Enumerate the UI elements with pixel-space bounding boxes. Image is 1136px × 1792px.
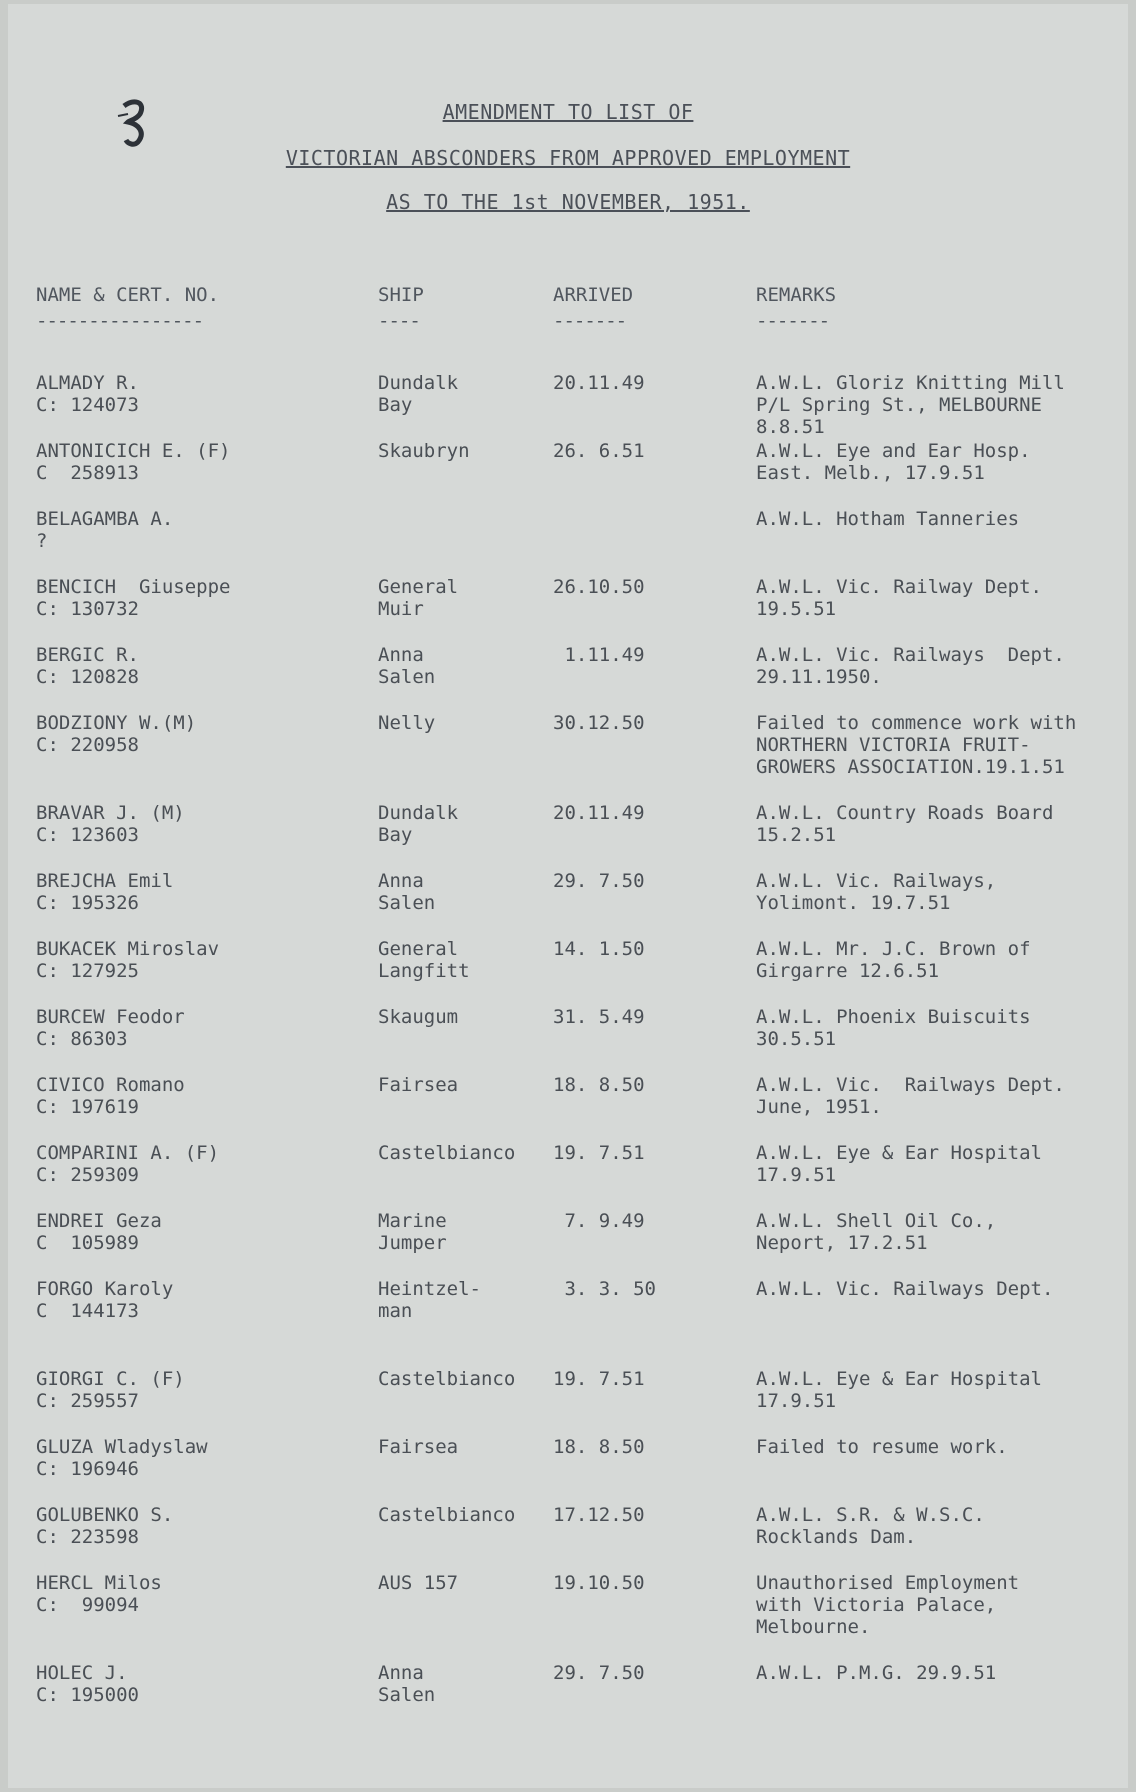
table-row: [8, 1278, 1128, 1368]
remarks-cell: A.W.L. Shell Oil Co., Neport, 17.2.51: [756, 1210, 997, 1254]
remarks-cell: A.W.L. Vic. Railways Dept.: [756, 1278, 1054, 1300]
ship-cell: AUS 157: [378, 1572, 459, 1594]
cert-cell: C 144173: [36, 1300, 139, 1322]
remarks-cell: A.W.L. Phoenix Buiscuits 30.5.51: [756, 1006, 1031, 1050]
name-cell: COMPARINI A. (F): [36, 1142, 220, 1164]
remarks-cell: Unauthorised Employment with Victoria Palace, Melbourne.: [756, 1572, 1020, 1638]
column-rule-ship: ----: [378, 310, 420, 332]
column-header-name: NAME & CERT. NO.: [36, 284, 220, 306]
title-line-3: AS TO THE 1st NOVEMBER, 1951.: [386, 190, 750, 214]
remarks-cell: A.W.L. Mr. J.C. Brown of Girgarre 12.6.51: [756, 938, 1031, 982]
name-cell: FORGO Karoly: [36, 1278, 174, 1300]
cert-cell: C 258913: [36, 462, 139, 484]
arrived-cell: 20.11.49: [553, 802, 645, 824]
title-line-2: VICTORIAN ABSCONDERS FROM APPROVED EMPLOYMENT: [285, 146, 851, 170]
ship-cell: Castelbianco: [378, 1142, 516, 1164]
ship-cell: General Langfitt: [378, 938, 470, 982]
ship-cell: Marine Jumper: [378, 1210, 447, 1254]
ship-cell: General Muir: [378, 576, 459, 620]
arrived-cell: 3. 3. 50: [553, 1278, 656, 1300]
ship-cell: Dundalk Bay: [378, 802, 459, 846]
arrived-cell: 31. 5.49: [553, 1006, 645, 1028]
ship-cell: Anna Salen: [378, 870, 436, 914]
cert-cell: C: 120828: [36, 666, 139, 688]
table-row: [8, 508, 1128, 576]
table-row: [8, 576, 1128, 644]
table-row: [8, 1142, 1128, 1210]
name-cell: BREJCHA Emil: [36, 870, 174, 892]
name-cell: HERCL Milos: [36, 1572, 162, 1594]
name-cell: ANTONICICH E. (F): [36, 440, 231, 462]
arrived-cell: 14. 1.50: [553, 938, 645, 960]
remarks-cell: A.W.L. Hotham Tanneries: [756, 508, 1020, 530]
table-row: [8, 1436, 1128, 1504]
name-cell: BERGIC R.: [36, 644, 139, 666]
column-header-arrived: ARRIVED: [553, 284, 634, 306]
name-cell: ENDREI Geza: [36, 1210, 162, 1232]
table-row: [8, 1074, 1128, 1142]
cert-cell: C: 223598: [36, 1526, 139, 1548]
remarks-cell: A.W.L. Eye & Ear Hospital 17.9.51: [756, 1368, 1042, 1412]
cert-cell: C: 195000: [36, 1684, 139, 1706]
arrived-cell: 19.10.50: [553, 1572, 645, 1594]
ship-cell: Castelbianco: [378, 1368, 516, 1390]
cert-cell: C: 123603: [36, 824, 139, 846]
name-cell: CIVICO Romano: [36, 1074, 185, 1096]
absconder-table: [8, 372, 1128, 1730]
ship-cell: Anna Salen: [378, 644, 436, 688]
cert-cell: C: 220958: [36, 734, 139, 756]
table-row: [8, 644, 1128, 712]
table-row: [8, 372, 1128, 440]
cert-cell: C: 130732: [36, 598, 139, 620]
ship-cell: Nelly: [378, 712, 436, 734]
arrived-cell: 7. 9.49: [553, 1210, 645, 1232]
remarks-cell: A.W.L. Vic. Railways, Yolimont. 19.7.51: [756, 870, 997, 914]
cert-cell: C: 259557: [36, 1390, 139, 1412]
remarks-cell: A.W.L. Gloriz Knitting Mill P/L Spring St., MELBOURNE 8.8.51: [756, 372, 1065, 438]
remarks-cell: A.W.L. S.R. & W.S.C. Rocklands Dam.: [756, 1504, 985, 1548]
cert-cell: C: 86303: [36, 1028, 128, 1050]
name-cell: BENCICH Giuseppe: [36, 576, 231, 598]
cert-cell: C: 195326: [36, 892, 139, 914]
remarks-cell: A.W.L. Eye & Ear Hospital 17.9.51: [756, 1142, 1042, 1186]
arrived-cell: 18. 8.50: [553, 1074, 645, 1096]
arrived-cell: 17.12.50: [553, 1504, 645, 1526]
arrived-cell: 26.10.50: [553, 576, 645, 598]
column-rule-arrived: -------: [553, 310, 627, 332]
column-rule-remarks: -------: [756, 310, 830, 332]
name-cell: GLUZA Wladyslaw: [36, 1436, 208, 1458]
table-row: [8, 938, 1128, 1006]
remarks-cell: A.W.L. Vic. Railway Dept. 19.5.51: [756, 576, 1042, 620]
cert-cell: ?: [36, 530, 48, 552]
arrived-cell: 19. 7.51: [553, 1142, 645, 1164]
arrived-cell: 26. 6.51: [553, 440, 645, 462]
table-row: [8, 1572, 1128, 1662]
table-row: [8, 1210, 1128, 1278]
arrived-cell: 20.11.49: [553, 372, 645, 394]
arrived-cell: 29. 7.50: [553, 1662, 645, 1684]
table-row: [8, 1006, 1128, 1074]
ship-cell: Anna Salen: [378, 1662, 436, 1706]
arrived-cell: 1.11.49: [553, 644, 645, 666]
name-cell: GIORGI C. (F): [36, 1368, 185, 1390]
cert-cell: C: 259309: [36, 1164, 139, 1186]
cert-cell: C: 124073: [36, 394, 139, 416]
remarks-cell: Failed to resume work.: [756, 1436, 1008, 1458]
name-cell: BUKACEK Miroslav: [36, 938, 220, 960]
arrived-cell: 29. 7.50: [553, 870, 645, 892]
table-row: [8, 440, 1128, 508]
cert-cell: C: 196946: [36, 1458, 139, 1480]
name-cell: ALMADY R.: [36, 372, 139, 394]
cert-cell: C: 197619: [36, 1096, 139, 1118]
table-row: [8, 1504, 1128, 1572]
title-line-1: AMENDMENT TO LIST OF: [442, 100, 694, 124]
remarks-cell: Failed to commence work with NORTHERN VICTORIA FRUIT- GROWERS ASSOCIATION.19.1.51: [756, 712, 1077, 778]
table-row: [8, 802, 1128, 870]
name-cell: HOLEC J.: [36, 1662, 128, 1684]
ship-cell: Dundalk Bay: [378, 372, 459, 416]
remarks-cell: A.W.L. Eye and Ear Hosp. East. Melb., 17.9.51: [756, 440, 1031, 484]
column-header-ship: SHIP: [378, 284, 424, 306]
ship-cell: Heintzel- man: [378, 1278, 481, 1322]
remarks-cell: A.W.L. P.M.G. 29.9.51: [756, 1662, 997, 1684]
name-cell: BRAVAR J. (M): [36, 802, 185, 824]
name-cell: BURCEW Feodor: [36, 1006, 185, 1028]
ship-cell: Skaugum: [378, 1006, 459, 1028]
name-cell: GOLUBENKO S.: [36, 1504, 174, 1526]
remarks-cell: A.W.L. Vic. Railways Dept. June, 1951.: [756, 1074, 1065, 1118]
table-row: [8, 870, 1128, 938]
table-row: [8, 712, 1128, 802]
arrived-cell: 30.12.50: [553, 712, 645, 734]
name-cell: BELAGAMBA A.: [36, 508, 174, 530]
cert-cell: C 105989: [36, 1232, 139, 1254]
cert-cell: C: 127925: [36, 960, 139, 982]
document-page: [8, 4, 1128, 1788]
arrived-cell: 18. 8.50: [553, 1436, 645, 1458]
ship-cell: Fairsea: [378, 1436, 459, 1458]
table-row: [8, 1662, 1128, 1730]
column-rule-name: ----------------: [36, 310, 204, 332]
ship-cell: Castelbianco: [378, 1504, 516, 1526]
table-row: [8, 1368, 1128, 1436]
remarks-cell: A.W.L. Country Roads Board 15.2.51: [756, 802, 1054, 846]
arrived-cell: 19. 7.51: [553, 1368, 645, 1390]
ship-cell: Fairsea: [378, 1074, 459, 1096]
name-cell: BODZIONY W.(M): [36, 712, 197, 734]
column-header-remarks: REMARKS: [756, 284, 837, 306]
cert-cell: C: 99094: [36, 1594, 139, 1616]
ship-cell: Skaubryn: [378, 440, 470, 462]
remarks-cell: A.W.L. Vic. Railways Dept. 29.11.1950.: [756, 644, 1065, 688]
